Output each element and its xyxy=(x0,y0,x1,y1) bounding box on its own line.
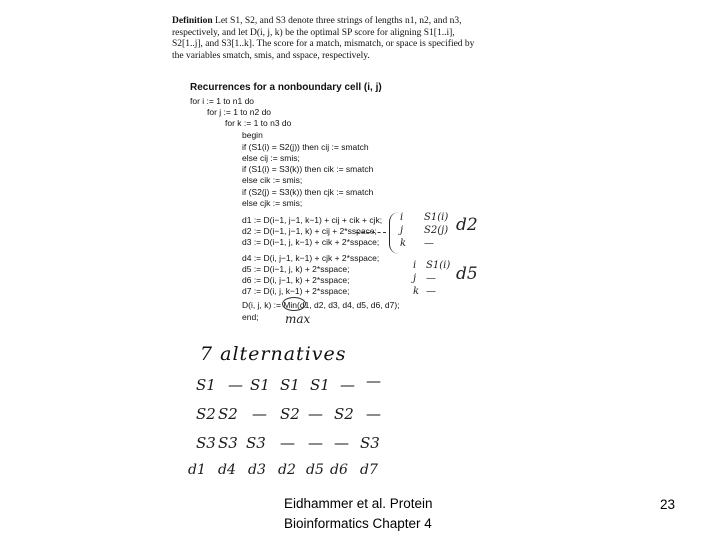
citation-line-1: Eidhammer et al. Protein xyxy=(284,496,433,511)
code-line: d6 := D(i, j−1, k) + 2*sspace; xyxy=(242,275,350,285)
d5-label: d5 xyxy=(456,264,478,284)
alt-cell: S2 xyxy=(280,405,300,423)
d2-col-j: j xyxy=(400,225,404,236)
code-line: if (S1(i) = S2(j)) then cij := smatch xyxy=(242,142,369,152)
alt-cell: — xyxy=(366,372,381,390)
code-line: D(i, j, k) := Min(d1, d2, d3, d4, d5, d6, d7); xyxy=(242,300,400,310)
alternatives-title: 7 alternatives xyxy=(200,343,347,365)
alt-cell: — xyxy=(308,434,323,452)
d2-val-3: — xyxy=(424,238,434,249)
definition-label: Definition xyxy=(172,16,213,26)
alt-cell: S1 xyxy=(196,376,216,394)
code-line: d4 := D(i, j−1, k−1) + cjk + 2*sspace; xyxy=(242,253,380,263)
code-line: for j := 1 to n2 do xyxy=(207,107,272,117)
alt-cell: S1 xyxy=(280,376,300,394)
alt-cell: — xyxy=(252,405,267,423)
alt-cell: — xyxy=(340,376,355,394)
annotation-arrow xyxy=(356,232,386,233)
annotation-bracket xyxy=(389,212,400,254)
code-line: end; xyxy=(242,312,259,322)
alt-d-label: d5 xyxy=(306,462,324,478)
alt-cell: S2 xyxy=(196,405,216,423)
d2-val-1: S1(i) xyxy=(424,212,449,223)
code-line: d1 := D(i−1, j−1, k−1) + cij + cik + cjk; xyxy=(242,215,383,225)
alt-cell: S1 xyxy=(310,376,330,394)
d5-val-1: S1(i) xyxy=(426,260,451,271)
d2-val-2: S2(j) xyxy=(424,225,449,236)
page-number: 23 xyxy=(660,497,676,512)
code-line: begin xyxy=(242,130,263,140)
alt-cell: — xyxy=(334,434,349,452)
d2-label: d2 xyxy=(456,215,478,235)
alt-cell: S2 xyxy=(334,405,354,423)
alt-cell: — xyxy=(228,376,243,394)
alt-d-label: d4 xyxy=(218,462,236,478)
d5-val-3: — xyxy=(426,286,436,297)
code-line: else cij := smis; xyxy=(242,153,300,163)
alt-cell: — xyxy=(280,434,295,452)
alt-d-label: d6 xyxy=(330,462,348,478)
alt-d-label: d2 xyxy=(278,462,296,478)
alt-cell: S3 xyxy=(196,434,216,452)
max-annotation: max xyxy=(285,312,311,326)
code-line: if (S2(j) = S3(k)) then cjk := smatch xyxy=(242,187,374,197)
d5-col-i: i xyxy=(413,260,417,271)
definition-text: Let S1, S2, and S3 denote three strings of lengths n1, n2, and n3, respectively, and let D(i, j, k) be the optimal SP score for aligning S1[1..i], S2[1..j], and S3[1..k]. The score for a match, mismatch, or space is specified by the variables smatch, smis, and sspace, respectively. xyxy=(172,16,475,61)
code-line: if (S1(i) = S3(k)) then cik := smatch xyxy=(242,164,374,174)
code-line: else cjk := smis; xyxy=(242,198,303,208)
alt-cell: S2 xyxy=(218,405,238,423)
d5-col-k: k xyxy=(413,286,420,297)
alt-d-label: d1 xyxy=(188,462,206,478)
definition-block xyxy=(172,16,477,62)
code-line: d2 := D(i−1, j−1, k) + cij + 2*sspace; xyxy=(242,226,377,236)
d2-col-i: i xyxy=(400,212,404,223)
alt-cell: S1 xyxy=(250,376,270,394)
alt-d-label: d7 xyxy=(360,462,378,478)
d2-col-k: k xyxy=(400,238,407,249)
recurrence-title: Recurrences for a nonboundary cell (i, j) xyxy=(190,82,382,93)
d5-col-j: j xyxy=(413,273,417,284)
code-line: d3 := D(i−1, j, k−1) + cik + 2*sspace; xyxy=(242,237,380,247)
min-circle xyxy=(282,297,306,311)
code-line: d5 := D(i−1, j, k) + 2*sspace; xyxy=(242,264,350,274)
alt-cell: — xyxy=(366,405,381,423)
footer-citation xyxy=(284,494,484,534)
alt-cell: S3 xyxy=(246,434,266,452)
d5-val-2: — xyxy=(426,273,436,284)
code-line: for i := 1 to n1 do xyxy=(190,96,255,106)
code-line: else cik := smis; xyxy=(242,175,303,185)
alt-d-label: d3 xyxy=(248,462,266,478)
alt-cell: — xyxy=(308,405,323,423)
code-line: for k := 1 to n3 do xyxy=(225,118,292,128)
code-line: d7 := D(i, j, k−1) + 2*sspace; xyxy=(242,286,350,296)
citation-line-2: Bioinformatics Chapter 4 xyxy=(284,516,432,531)
alt-cell: S3 xyxy=(218,434,238,452)
alt-cell: S3 xyxy=(360,434,380,452)
